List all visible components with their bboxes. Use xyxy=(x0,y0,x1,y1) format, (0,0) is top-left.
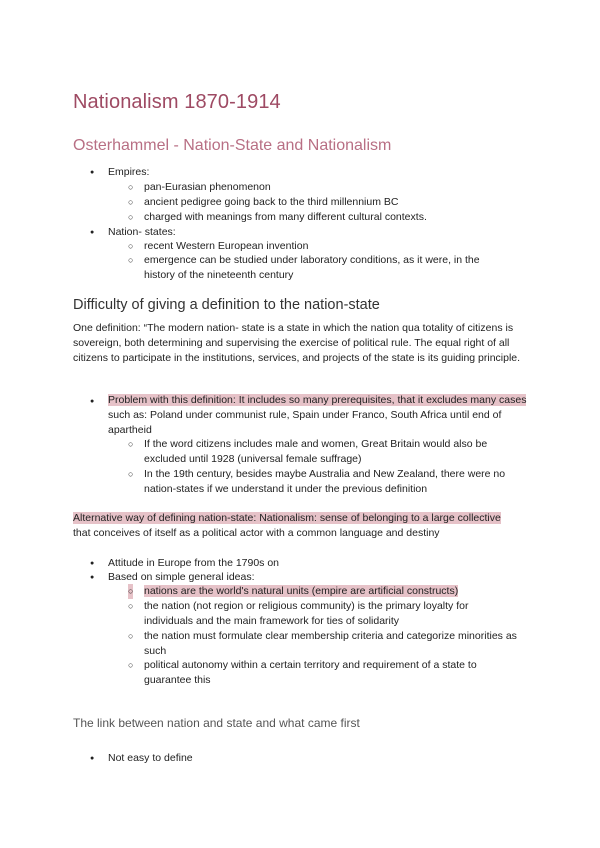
circle-bullet-icon: ○ xyxy=(128,212,134,222)
section-heading-link: The link between nation and state and what came first xyxy=(73,716,360,730)
circle-bullet-icon: ○ xyxy=(128,197,134,207)
circle-bullet-icon: ○ xyxy=(128,584,133,599)
definition-paragraph: One definition: “The modern nation- state is a state in which the nation qua totality of citizens is sovereign, both determining and supervising the exercise of political rule. The equal right of all citizens to participate in the institutions, services, and projects of the state is its guiding principle. xyxy=(73,322,521,364)
subtitle-heading: Osterhammel - Nation-State and Nationalism xyxy=(73,137,392,154)
document-page: Nationalism 1870-1914 Osterhammel - Nation-State and Nationalism Empires: ○ pan-Eurasian phenomenon ○ ancient pedigree going back to the third millennium BC ○ charged with meanings from many different cultural contexts. Nation- states: ○ recent Western European invention ○ emergence can be studied under laboratory conditions, as it were, in the history of the nineteenth century Difficulty of giving a definition to the nation-state One definition: “The modern nation- state is a state in which the nation qua totality of citizens is sovereign, both determining and supervising the exercise of political rule. The equal right of all citizens to participate in the institutions, services, and projects of the state is its guiding principle. ● Problem with this definition: It includes so many prerequisites, that it excludes many cases such as: Poland under communist rule, Spain under Franco, South Africa until end of apartheid ○ If the word citizens includes male and women, Great Britain would also be excluded until 1928 (universal female suffrage) ○ In the 19th century, besides maybe Australia and New Zealand, there were no nation-states if we understand it under the previous definition Alternative way of defining nation-state: Nationalism: sense of belonging to a large collective that conceives of itself as a political actor with a common language and destiny Attitude in Europe from the 1790s on Based on simple general ideas: ○ nations are the world's natural units (empire are artificial constructs) ○ the nation (not region or religious community) is the primary loyalty for individuals and the main framework for ties of solidarity ○ the nation must formulate clear membership criteria and categorize minorities as such ○ political autonomy within a certain territory and requirement of a state to guarantee this The link between nation and state and what came first Not easy to define xyxy=(0,0,600,848)
circle-bullet-icon: ○ xyxy=(128,631,134,641)
problem-item: Problem with this definition: It includes so many prerequisites, that it excludes many cases such as: Poland under communist rule, Spain under Franco, South Africa until end of apartheid xyxy=(108,394,527,436)
bullet-icon: ● xyxy=(90,398,95,405)
circle-bullet-icon: ○ xyxy=(128,439,134,449)
circle-bullet-icon: ○ xyxy=(128,469,134,479)
circle-bullet-icon: ○ xyxy=(128,660,134,670)
page-title: Nationalism 1870-1914 xyxy=(73,91,281,113)
circle-bullet-icon: ○ xyxy=(128,255,134,265)
section-heading-definition: Difficulty of giving a definition to the nation-state xyxy=(73,297,380,313)
circle-bullet-icon: ○ xyxy=(128,241,134,251)
circle-bullet-icon: ○ xyxy=(128,601,134,611)
alternative-paragraph: Alternative way of defining nation-state: Nationalism: sense of belonging to a large collective that conceives of itself as a political actor with a common language and destiny xyxy=(73,512,501,539)
circle-bullet-icon: ○ xyxy=(128,182,134,192)
